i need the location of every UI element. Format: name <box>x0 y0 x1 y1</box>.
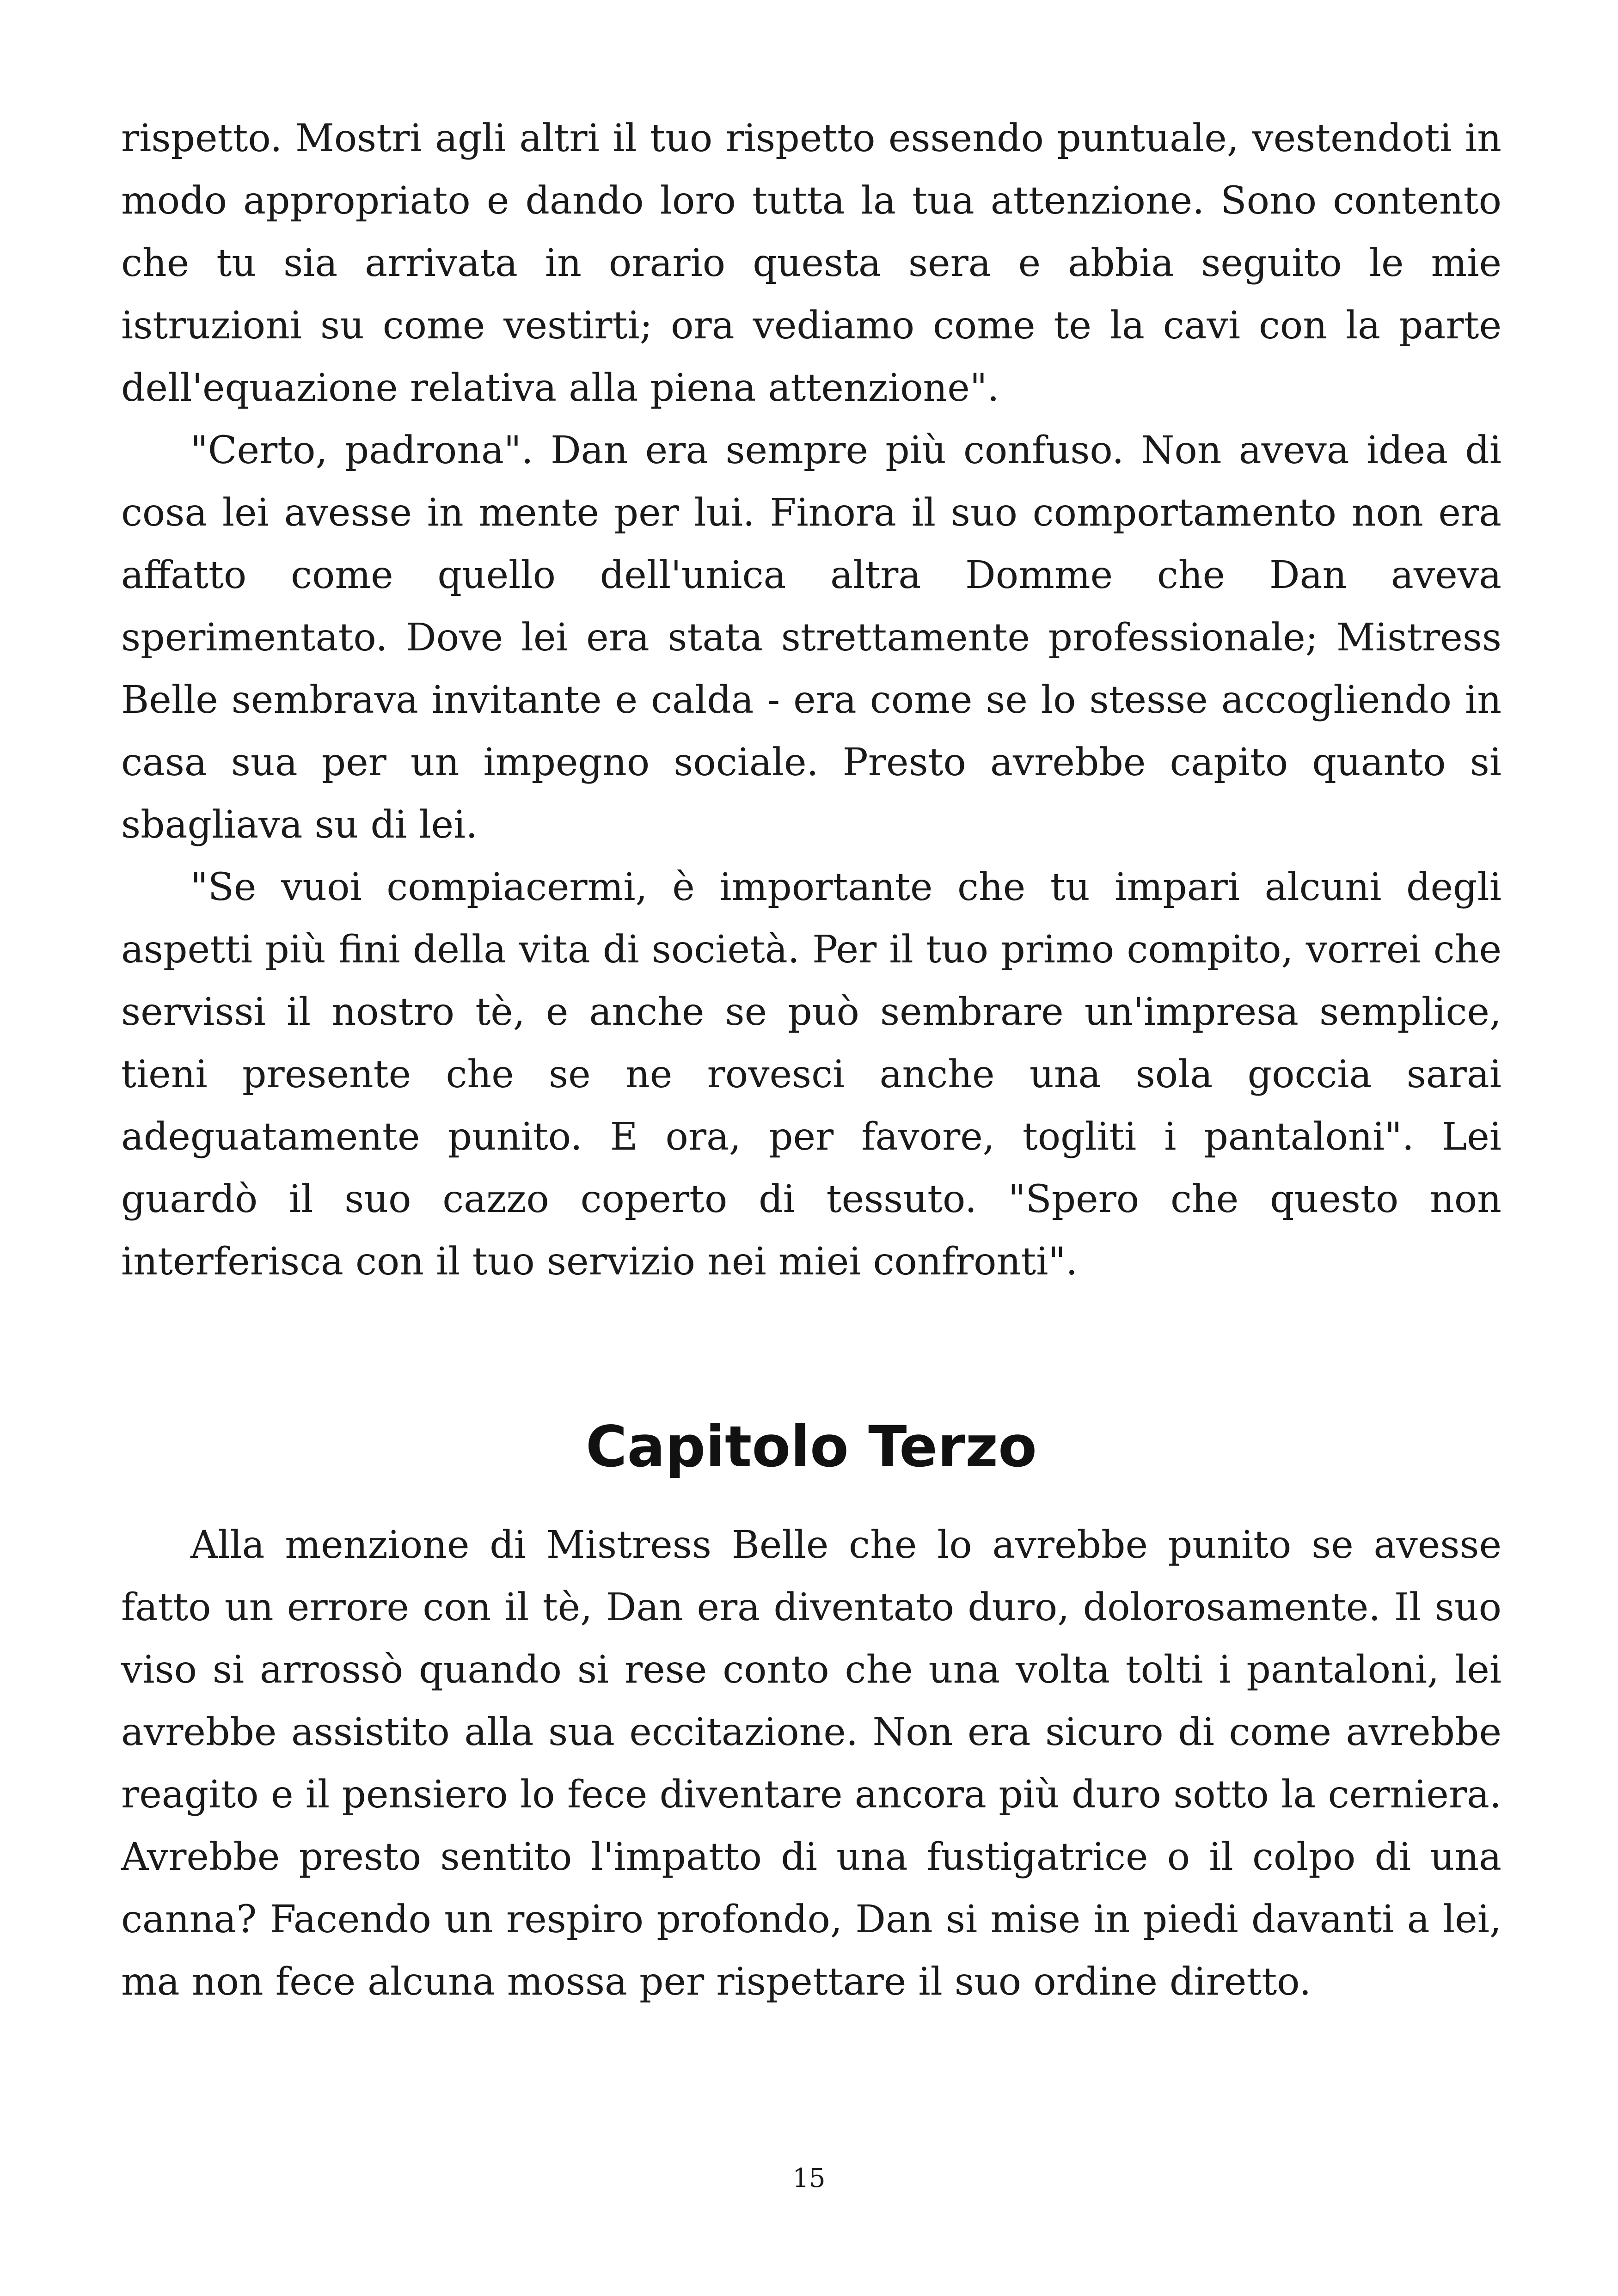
paragraph-continued: rispetto. Mostri agli altri il tuo rispetto essendo puntuale, vestendoti in modo appropriato e dando loro tutta la tua attenzione. Sono contento che tu sia arrivata in orario questa sera e abbia seguito le mie istruzioni su come vestirti; ora vediamo come te la cavi con la parte dell'equazione relativa alla piena attenzione". <box>121 116 1502 410</box>
paragraph: "Certo, padrona". Dan era sempre più confuso. Non aveva idea di cosa lei avesse in mente per lui. Finora il suo comportamento non era affatto come quello dell'unica altra Domme che Dan aveva sperimentato. Dove lei era stata strettamente professionale; Mistress Belle sembrava invitante e calda - era come se lo stesse accogliendo in casa sua per un impegno sociale. Presto avrebbe capito quanto si sbagliava su di lei. <box>121 429 1502 847</box>
body-text-bottom <box>121 1514 1502 2013</box>
paragraph: "Se vuoi compiacermi, è importante che tu impari alcuni degli aspetti più fini della vita di società. Per il tuo primo compito, vorrei che servissi il nostro tè, e anche se può sembrare un'impresa semplice, tieni presente che se ne rovesci anche una sola goccia sarai adeguatamente punito. E ora, per favore, togliti i pantaloni". Lei guardò il suo cazzo coperto di tessuto. "Spero che questo non interferisca con il tuo servizio nei miei confronti". <box>121 865 1502 1284</box>
chapter-title: Capitolo Terzo <box>586 1414 1037 1480</box>
paragraph: Alla menzione di Mistress Belle che lo avrebbe punito se avesse fatto un errore con il tè, Dan era diventato duro, dolorosamente. Il suo viso si arrossò quando si rese conto che una volta tolti i pantaloni, lei avrebbe assistito alla sua eccitazione. Non era sicuro di come avrebbe reagito e il pensiero lo fece diventare ancora più duro sotto la cerniera. Avrebbe presto sentito l'impatto di una fustigatrice o il colpo di una canna? Facendo un respiro profondo, Dan si mise in piedi davanti a lei, ma non fece alcuna mossa per rispettare il suo ordine diretto. <box>121 1523 1502 2004</box>
page-number: 15 <box>792 2163 826 2193</box>
body-text-top <box>121 107 1502 1293</box>
